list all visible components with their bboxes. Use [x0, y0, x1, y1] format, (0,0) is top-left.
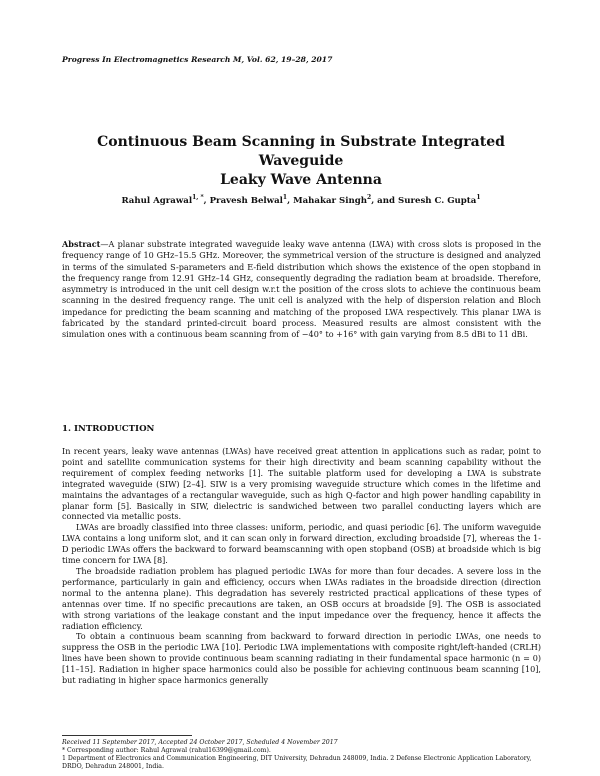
- author-name: Suresh C. Gupta: [398, 195, 477, 206]
- author-affiliation-mark: 1, *: [192, 194, 204, 201]
- affiliations: 1 Department of Electronics and Communication Engineering, DIT University, Dehradun 248009, India. 2 Defense Electronic Application Laboratory, DRDO, Dehradun 248001, India.: [62, 755, 532, 770]
- section-heading: 1. INTRODUCTION: [62, 424, 155, 434]
- author-affiliation-mark: 1: [476, 194, 481, 201]
- abstract-text: —A planar substrate integrated waveguide leaky wave antenna (LWA) with cross slots is proposed in the frequency range of 10 GHz–15.5 GHz. Moreover, the symmetrical version of the structure is designed and analyzed in terms of the simulated S-parameters and E-field distribution which shows the existence of the open stopband in the frequency range from 12.91 GHz–14 GHz, consequently degrading the radiation beam at broadside. Therefore, asymmetry is introduced in the unit cell design w.r.t the position of the cross slots to achieve the continuous beam scanning in the desired frequency range. The unit cell is analyzed with the help of dispersion relation and Bloch impedance for predicting the beam scanning and matching of the proposed LWA respectively. This planar LWA is fabricated by the standard printed-circuit board process. Measured results are almost consistent with the simulation ones with a continuous beam scanning from of −40° to +16° with gain varying from 8.5 dBi to 11 dBi.: [62, 239, 541, 340]
- author-separator: ,: [287, 195, 294, 206]
- author-affiliation-mark: 1: [282, 194, 288, 201]
- paragraph: The broadside radiation problem has plagued periodic LWAs for more than four decades. A severe loss in the performance, particularly in gain and efficiency, occurs when LWAs radiates in the broadside direction (direction normal to the antenna plane). This degradation has severely restricted practical applications of these types of antennas over time. If no specific precautions are taken, an OSB occurs at broadside [9]. The OSB is associated with strong variations of the leakage constant and the input impedance over the frequency, hence it affects the radiation efficiency.: [62, 565, 541, 631]
- title-line-1: Continuous Beam Scanning in Substrate Integrated Waveguide: [97, 134, 505, 169]
- author-list: [60, 194, 542, 206]
- footnotes: [62, 739, 541, 771]
- title-line-2: Leaky Wave Antenna: [220, 172, 382, 188]
- paragraph: To obtain a continuous beam scanning from backward to forward direction in periodic LWAs, one needs to suppress the OSB in the periodic LWA [10]. Periodic LWA implementations with composite right/left-handed (CRLH) lines have been shown to provide continuous beam scanning radiating in their fundamental space harmonic (n = 0) [11–15]. Radiation in higher space harmonics could also be possible for achieving continuous beam scanning [10], but radiating in higher space harmonics generally: [62, 631, 541, 686]
- author-separator: ,: [203, 195, 210, 206]
- journal-header: Progress In Electromagnetics Research M, Vol. 62, 19–28, 2017: [62, 55, 333, 64]
- paragraph: In recent years, leaky wave antennas (LWAs) have received great attention in applications such as radar, point to point and satellite communication systems for their high directivity and beam scanning capability without the requirement of complex feeding networks [1]. The suitable platform used for developing a LWA is substrate integrated waveguide (SIW) [2–4]. SIW is a very promising waveguide structure which comes in the lifetime and maintains the advantages of a rectangular waveguide, such as high Q-factor and high power handling capability in planar form [5]. Basically in SIW, dielectric is sandwiched between two parallel conducting layers which are connected via metallic posts.: [62, 446, 541, 522]
- author-separator: , and: [371, 195, 399, 206]
- footnote-divider: [62, 735, 192, 736]
- abstract-label: Abstract: [62, 239, 101, 249]
- introduction-body: [62, 446, 541, 686]
- author-name: Mahakar Singh: [293, 195, 368, 206]
- author-affiliation-mark: 2: [367, 194, 372, 201]
- paper-title: [60, 133, 542, 190]
- author-name: Pravesh Belwal: [209, 195, 283, 206]
- abstract: [62, 239, 541, 341]
- author-name: Rahul Agrawal: [121, 195, 193, 206]
- paragraph: LWAs are broadly classified into three classes: uniform, periodic, and quasi periodic [6]. The uniform waveguide LWA contains a long uniform slot, and it can scan only in forward direction, excluding broadside [7], whereas the 1-D periodic LWAs offers the backward to forward beamscanning with open stopband (OSB) at broadside which is big time concern for LWA [8].: [62, 522, 541, 566]
- corresponding-author: * Corresponding author: Rahul Agrawal (rahul16399@gmail.com).: [62, 747, 271, 754]
- received-dates: Received 11 September 2017, Accepted 24 October 2017, Scheduled 4 November 2017: [62, 739, 338, 746]
